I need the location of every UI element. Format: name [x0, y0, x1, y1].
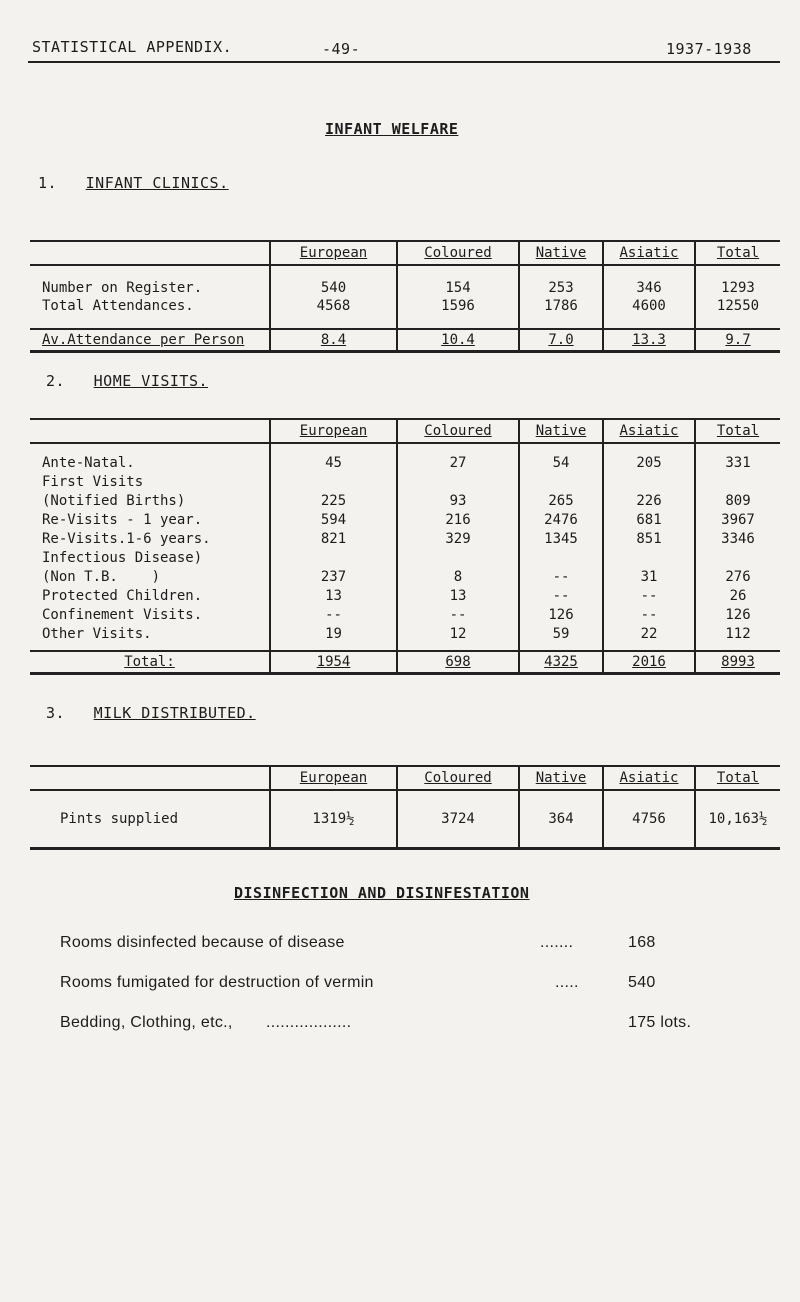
- section2-number: 2.: [46, 372, 66, 390]
- col-european: European: [270, 241, 397, 265]
- disinfection-line: Bedding, Clothing, etc., .................. 175 lots.: [60, 1014, 692, 1031]
- table-row: Re-Visits.1-6 years. 821 329 1345 851 3346: [30, 529, 780, 548]
- col-native: Native: [519, 241, 603, 265]
- table-row: Ante-Natal. 45 27 54 205 331: [30, 453, 780, 472]
- table-header-row: [30, 241, 780, 265]
- col-total: Total: [695, 241, 780, 265]
- table-row: Confinement Visits. -- -- 126 -- 126: [30, 605, 780, 624]
- table-header-row: [30, 766, 780, 790]
- header-year: 1937-1938: [666, 40, 752, 58]
- header-rule: [28, 61, 780, 63]
- col-european: European: [270, 419, 397, 443]
- page-number: -49-: [322, 40, 361, 58]
- col-asiatic: Asiatic: [603, 241, 695, 265]
- table-row: Other Visits. 19 12 59 22 112: [30, 624, 780, 643]
- table-total-row: Av.Attendance per Person 8.4 10.4 7.0 13.3 9.7: [30, 329, 780, 352]
- section3-number: 3.: [46, 704, 66, 722]
- header-left: STATISTICAL APPENDIX.: [32, 38, 233, 56]
- section3-title: MILK DISTRIBUTED.: [93, 704, 256, 722]
- section1-heading: [38, 174, 229, 192]
- section1-number: 1.: [38, 174, 58, 192]
- section2-heading: [46, 372, 208, 390]
- table-row: Re-Visits - 1 year. 594 216 2476 681 3967: [30, 510, 780, 529]
- table-row: Infectious Disease): [30, 548, 780, 567]
- col-total: Total: [695, 419, 780, 443]
- col-asiatic: Asiatic: [603, 766, 695, 790]
- section2-title: HOME VISITS.: [93, 372, 209, 390]
- table-row: (Notified Births) 225 93 265 226 809: [30, 491, 780, 510]
- section1-title: INFANT CLINICS.: [85, 174, 229, 192]
- milk-distributed-table: [30, 765, 780, 850]
- disinfection-title: DISINFECTION AND DISINFESTATION: [234, 884, 530, 902]
- col-native: Native: [519, 419, 603, 443]
- header-blank: [30, 241, 270, 265]
- col-asiatic: Asiatic: [603, 419, 695, 443]
- table-row: Pints supplied 1319½ 3724 364 4756 10,163½: [30, 790, 780, 848]
- col-coloured: Coloured: [397, 766, 519, 790]
- infant-clinics-table: [30, 240, 780, 353]
- col-coloured: Coloured: [397, 419, 519, 443]
- disinfection-line: Rooms disinfected because of disease ....... 168: [60, 934, 656, 951]
- col-european: European: [270, 766, 397, 790]
- home-visits-table: [30, 418, 780, 675]
- table-row: Total Attendances. 4568 1596 1786 4600 12550: [30, 297, 780, 315]
- table-row: Protected Children. 13 13 -- -- 26: [30, 586, 780, 605]
- table-row: Number on Register. 540 154 253 346 1293: [30, 279, 780, 297]
- col-total: Total: [695, 766, 780, 790]
- table-row: First Visits: [30, 472, 780, 491]
- col-native: Native: [519, 766, 603, 790]
- table-header-row: [30, 419, 780, 443]
- table-total-row: Total: 1954 698 4325 2016 8993: [30, 651, 780, 674]
- col-coloured: Coloured: [397, 241, 519, 265]
- disinfection-line: Rooms fumigated for destruction of vermin ..... 540: [60, 974, 656, 991]
- table-row: (Non T.B. ) 237 8 -- 31 276: [30, 567, 780, 586]
- page-title: INFANT WELFARE: [325, 120, 459, 138]
- section3-heading: [46, 704, 256, 722]
